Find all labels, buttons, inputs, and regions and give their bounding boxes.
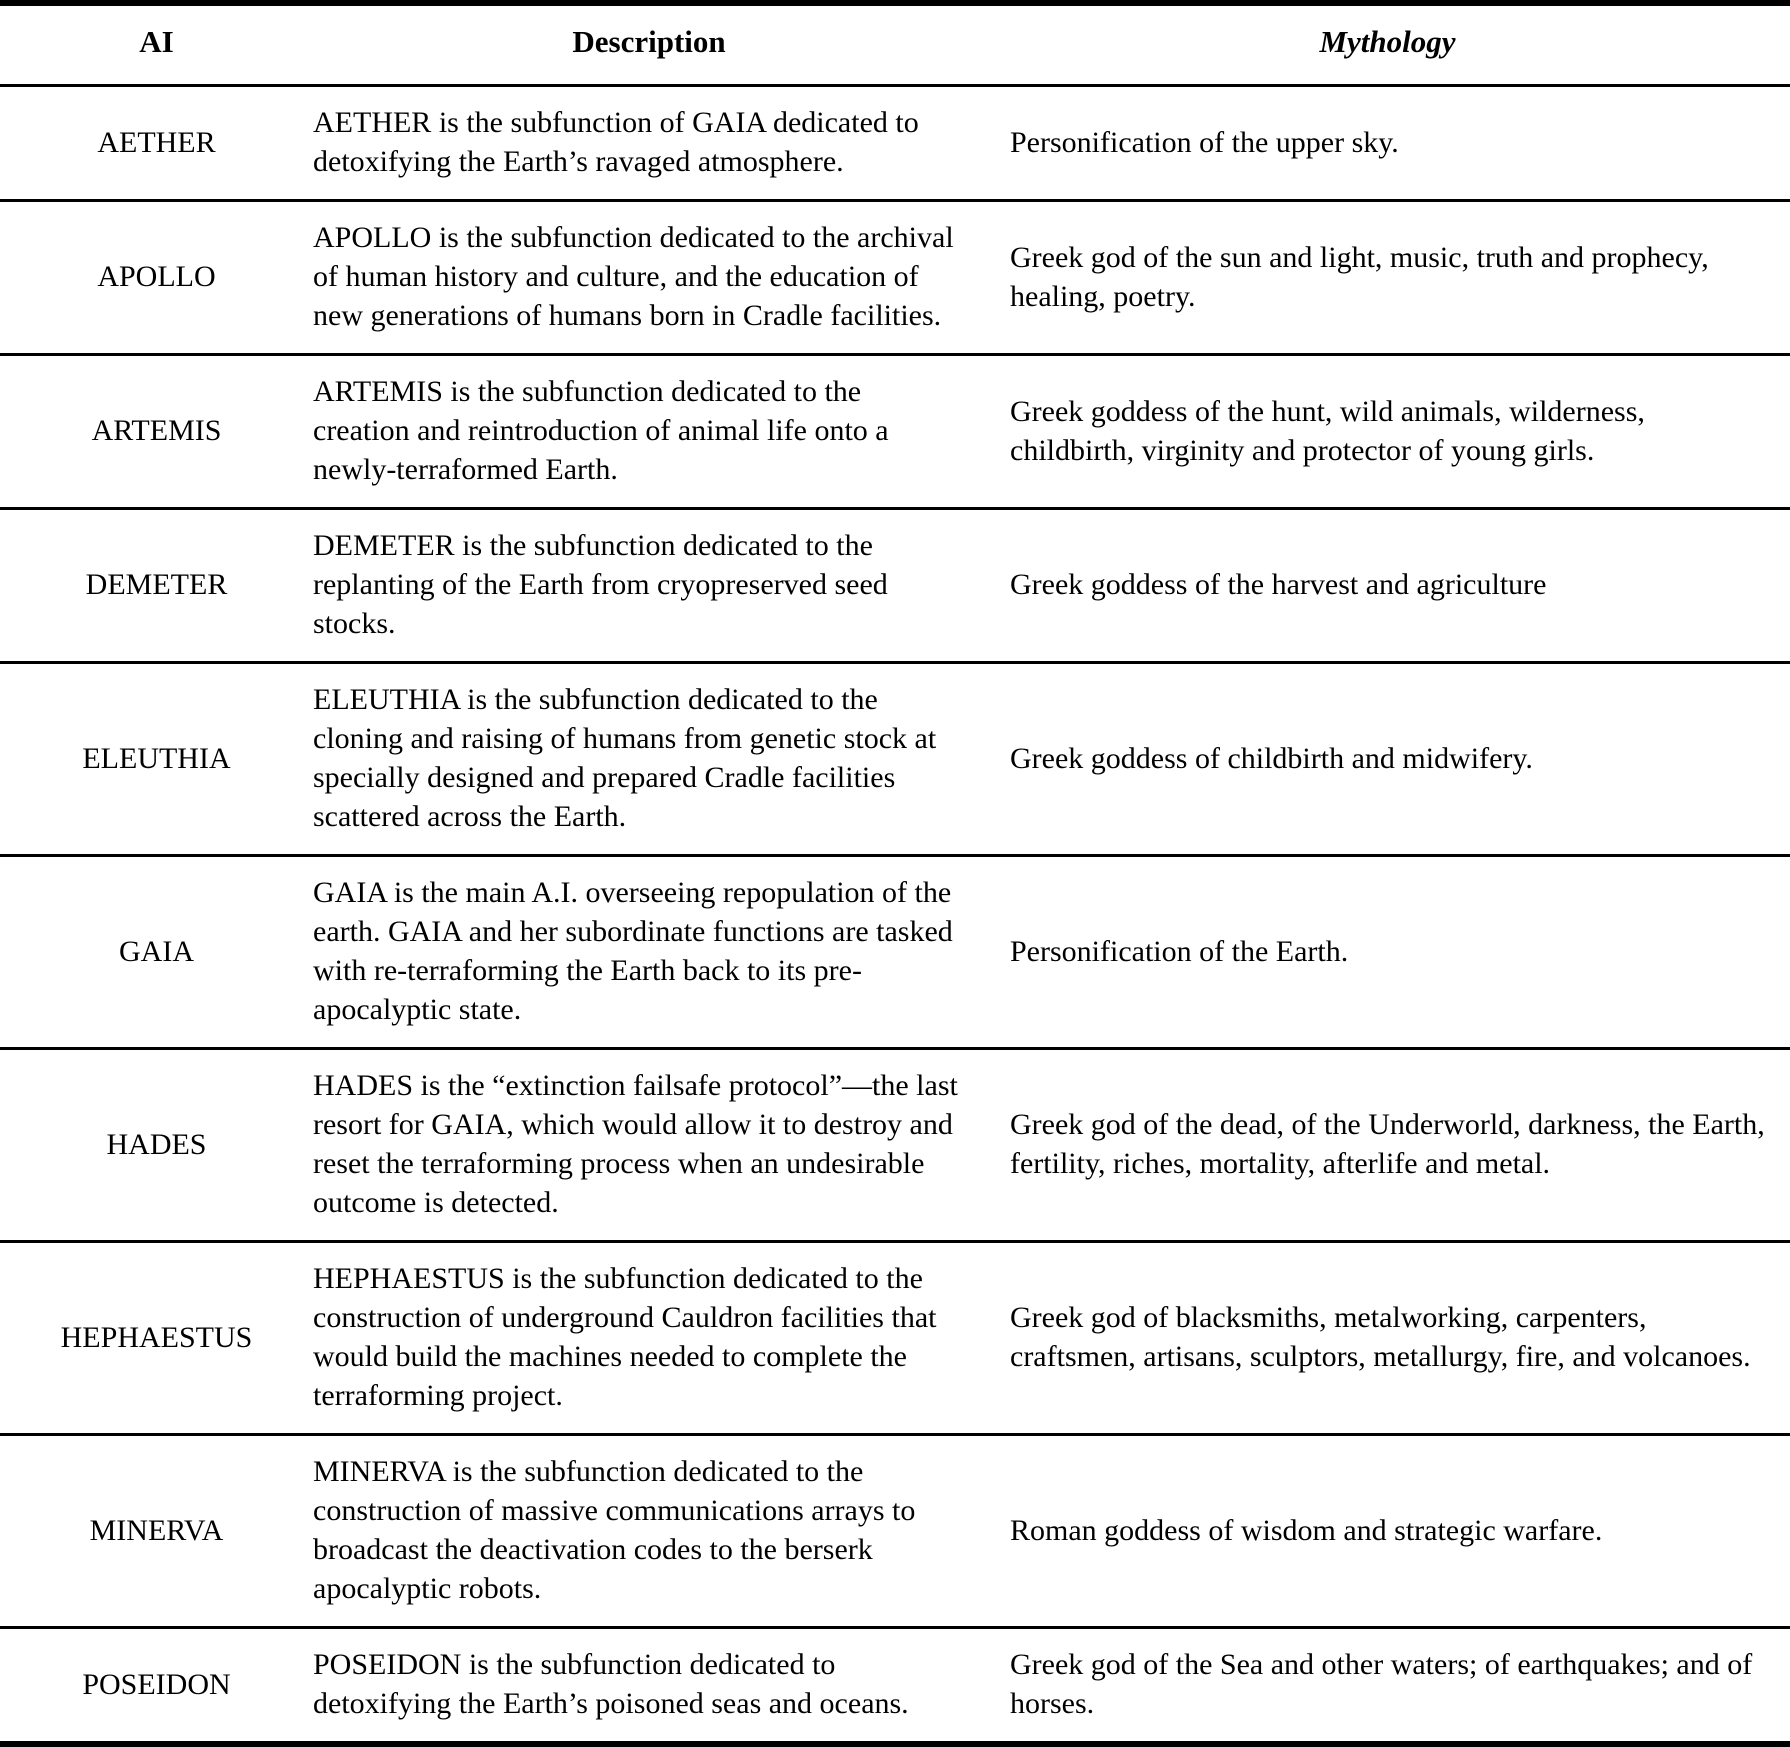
mythology-text: Greek god of blacksmiths, metalworking, carpenters, craftsmen, artisans, sculptors, metallurgy, fire, and volcanoes. xyxy=(1010,1301,1751,1374)
cell-description xyxy=(313,201,985,355)
ai-name-text: ARTEMIS xyxy=(91,414,222,448)
table-row xyxy=(0,1049,1790,1242)
description-text: MINERVA is the subfunction dedicated to the construction of massive communications arrays to broadcast the deactivation codes to the berserk apocalyptic robots. xyxy=(313,1455,916,1606)
cell-description xyxy=(313,1049,985,1242)
ai-name-text: DEMETER xyxy=(85,568,228,602)
ai-name-text: GAIA xyxy=(119,934,194,968)
description-text: HEPHAESTUS is the subfunction dedicated to the construction of underground Cauldron facilities that would build the machines needed to complete the terraforming project. xyxy=(313,1262,937,1413)
table-row xyxy=(0,355,1790,509)
ai-name-text: HADES xyxy=(106,1127,207,1161)
cell-mythology xyxy=(985,1628,1790,1745)
mythology-text: Greek god of the dead, of the Underworld, darkness, the Earth, fertility, riches, mortality, afterlife and metal. xyxy=(1010,1108,1765,1181)
column-header-ai: AI xyxy=(0,3,313,86)
table-body xyxy=(0,86,1790,1745)
description-text: ARTEMIS is the subfunction dedicated to the creation and reintroduction of animal life onto a newly-terraformed Earth. xyxy=(313,375,889,487)
description-text: HADES is the “extinction failsafe protocol”—the last resort for GAIA, which would allow it to destroy and reset the terraforming process when an undesirable outcome is detected. xyxy=(313,1069,958,1220)
mythology-text: Greek goddess of the hunt, wild animals, wilderness, childbirth, virginity and protector of young girls. xyxy=(1010,394,1645,467)
table-header-row xyxy=(0,3,1790,86)
table-row xyxy=(0,86,1790,201)
cell-ai-name xyxy=(0,509,313,663)
table-row xyxy=(0,201,1790,355)
cell-ai-name xyxy=(0,1628,313,1745)
ai-name-text: HEPHAESTUS xyxy=(60,1320,253,1354)
mythology-text: Greek goddess of the harvest and agriculture xyxy=(1010,568,1547,602)
column-header-mythology: Mythology xyxy=(985,3,1790,86)
table-row xyxy=(0,856,1790,1049)
cell-mythology xyxy=(985,509,1790,663)
cell-mythology xyxy=(985,663,1790,856)
description-text: POSEIDON is the subfunction dedicated to detoxifying the Earth’s poisoned seas and oceans. xyxy=(313,1648,909,1721)
table-header xyxy=(0,3,1790,86)
description-text: APOLLO is the subfunction dedicated to the archival of human history and culture, and the education of new generations of humans born in Cradle facilities. xyxy=(313,221,954,333)
cell-mythology xyxy=(985,355,1790,509)
cell-description xyxy=(313,1242,985,1435)
mythology-text: Personification of the upper sky. xyxy=(1010,125,1399,159)
cell-ai-name xyxy=(0,201,313,355)
cell-description xyxy=(313,1435,985,1628)
description-text: AETHER is the subfunction of GAIA dedicated to detoxifying the Earth’s ravaged atmosphere. xyxy=(313,106,919,179)
cell-mythology xyxy=(985,1049,1790,1242)
ai-name-text: ELEUTHIA xyxy=(82,741,231,775)
cell-ai-name xyxy=(0,1435,313,1628)
table-row xyxy=(0,663,1790,856)
cell-ai-name xyxy=(0,663,313,856)
cell-ai-name xyxy=(0,856,313,1049)
ai-name-text: MINERVA xyxy=(89,1513,224,1547)
cell-mythology xyxy=(985,856,1790,1049)
cell-mythology xyxy=(985,201,1790,355)
cell-description xyxy=(313,355,985,509)
ai-name-text: AETHER xyxy=(97,125,216,159)
table-row xyxy=(0,1435,1790,1628)
table-row xyxy=(0,1628,1790,1745)
cell-description xyxy=(313,663,985,856)
cell-description xyxy=(313,86,985,201)
cell-ai-name xyxy=(0,355,313,509)
mythology-text: Roman goddess of wisdom and strategic warfare. xyxy=(1010,1513,1603,1547)
cell-ai-name xyxy=(0,86,313,201)
description-text: DEMETER is the subfunction dedicated to the replanting of the Earth from cryopreserved seed stocks. xyxy=(313,529,888,641)
cell-description xyxy=(313,1628,985,1745)
cell-mythology xyxy=(985,1435,1790,1628)
mythology-text: Greek goddess of childbirth and midwifery. xyxy=(1010,741,1533,775)
ai-name-text: APOLLO xyxy=(97,260,216,294)
mythology-text: Personification of the Earth. xyxy=(1010,934,1349,968)
column-header-description: Description xyxy=(313,3,985,86)
mythology-text: Greek god of the sun and light, music, truth and prophecy, healing, poetry. xyxy=(1010,240,1709,313)
ai-name-text: POSEIDON xyxy=(82,1667,231,1701)
description-text: GAIA is the main A.I. overseeing repopulation of the earth. GAIA and her subordinate functions are tasked with re-terraforming the Earth back to its pre-apocalyptic state. xyxy=(313,876,953,1027)
cell-ai-name xyxy=(0,1242,313,1435)
cell-mythology xyxy=(985,86,1790,201)
table-row xyxy=(0,509,1790,663)
cell-mythology xyxy=(985,1242,1790,1435)
table-row xyxy=(0,1242,1790,1435)
cell-ai-name xyxy=(0,1049,313,1242)
description-text: ELEUTHIA is the subfunction dedicated to the cloning and raising of humans from genetic stock at specially designed and prepared Cradle facilities scattered across the Earth. xyxy=(313,683,937,834)
mythology-text: Greek god of the Sea and other waters; of earthquakes; and of horses. xyxy=(1010,1648,1753,1721)
cell-description xyxy=(313,509,985,663)
cell-description xyxy=(313,856,985,1049)
